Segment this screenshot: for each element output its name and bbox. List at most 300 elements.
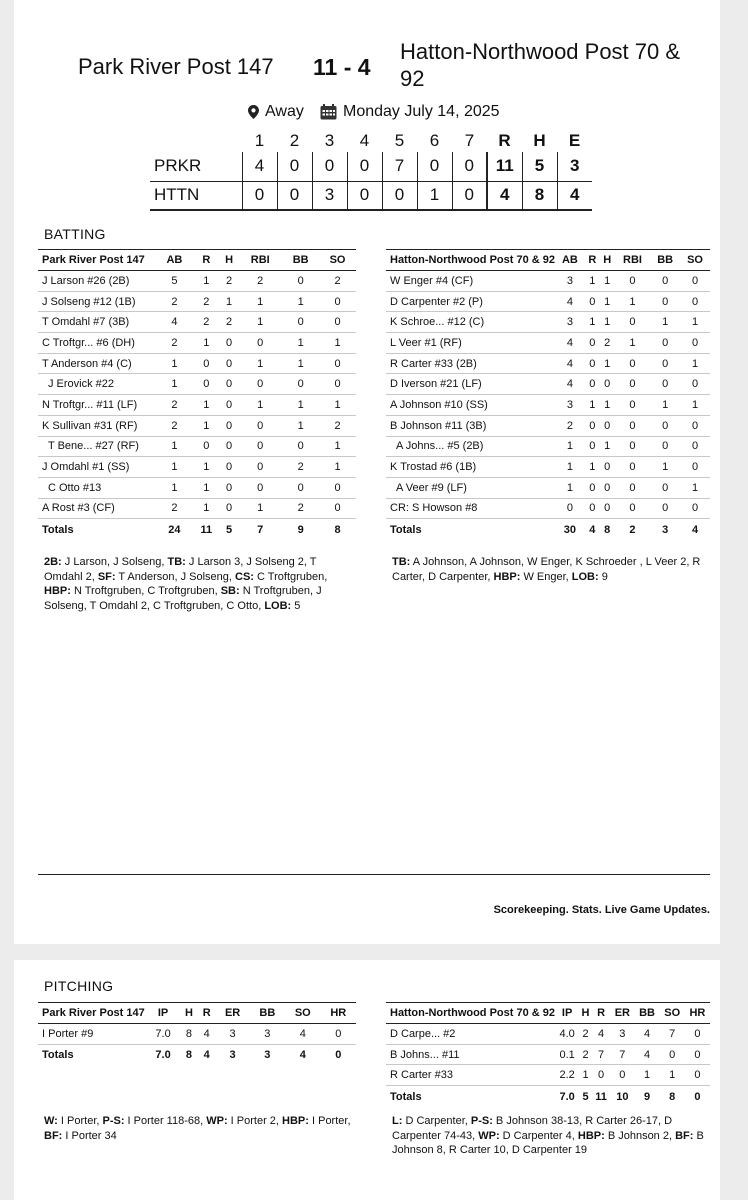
location-pin-icon <box>248 105 259 119</box>
stat-value: 0 <box>680 333 710 354</box>
stat-value: 0 <box>585 291 600 312</box>
player-name: K Trostad #6 (1B) <box>386 457 555 478</box>
stat-value: 0 <box>650 374 680 395</box>
stat-value: 0 <box>615 415 651 436</box>
stat-value: 1 <box>600 353 615 374</box>
player-name: I Porter #9 <box>38 1024 146 1045</box>
stat-value: 3 <box>555 395 585 416</box>
note-label: HBP: <box>577 1129 605 1142</box>
stat-value: 0 <box>615 395 651 416</box>
stat-value: 7 <box>592 1044 610 1065</box>
stat-value: 4.0 <box>555 1024 579 1045</box>
stat-value: 1 <box>650 312 680 333</box>
stat-value: 0 <box>592 1065 610 1086</box>
date-label: Monday July 14, 2025 <box>343 103 500 120</box>
player-row <box>38 457 356 478</box>
player-row <box>38 291 356 312</box>
inning-score: 0 <box>382 181 417 210</box>
stat-value: 2 <box>156 498 193 519</box>
batting-section-title: BATTING <box>44 226 106 242</box>
stat-value: 1 <box>282 415 319 436</box>
stat-value: 0 <box>282 436 319 457</box>
totals-row <box>38 519 356 541</box>
home-team-name: Park River Post 147 <box>78 54 274 79</box>
stat-value: 5 <box>582 1090 589 1103</box>
player-row <box>38 395 356 416</box>
player-name: T Bene... #27 (RF) <box>38 436 156 457</box>
inning-score: 7 <box>382 152 417 181</box>
stat-value: 1 <box>238 312 282 333</box>
stat-value: 1 <box>319 395 356 416</box>
note-text: I Porter 118-68, <box>124 1115 207 1127</box>
stat-value: 0 <box>220 498 238 519</box>
stat-value: 0 <box>650 291 680 312</box>
player-name: L Veer #1 (RF) <box>386 333 555 354</box>
stat-value: 1 <box>193 477 220 498</box>
stat-value: 7.0 <box>146 1024 180 1045</box>
total-hits: 8 <box>522 181 557 210</box>
pitching-notes-home <box>44 1114 354 1143</box>
player-name: D Carpe... #2 <box>386 1024 555 1045</box>
stat-value: 1 <box>238 395 282 416</box>
stat-value: 1 <box>615 291 651 312</box>
note-text: A Johnson, A Johnson, W Enger, K Schroeder , L Veer 2, R Carter, D Carpenter, <box>392 556 701 583</box>
team-abbr: PRKR <box>150 152 242 181</box>
stat-value: 1 <box>585 457 600 478</box>
stat-value: 0 <box>615 457 651 478</box>
stat-value: 8 <box>180 1024 198 1045</box>
stat-value: 1 <box>238 353 282 374</box>
stat-value: 0 <box>680 271 710 292</box>
totals-row <box>386 1086 710 1108</box>
inning-score: 0 <box>312 152 347 181</box>
stat-value: 0 <box>680 291 710 312</box>
stat-value: 2 <box>193 291 220 312</box>
stat-value: 1 <box>156 457 193 478</box>
inning-score: 4 <box>242 152 277 181</box>
note-label: SB: <box>220 585 240 597</box>
player-name: B Johns... #11 <box>386 1044 555 1065</box>
stat-value: 11 <box>595 1090 607 1103</box>
stat-value: 0 <box>193 374 220 395</box>
stat-value: 0 <box>600 498 615 519</box>
stat-value: 3 <box>662 524 669 536</box>
note-label: BF: <box>675 1129 694 1142</box>
stat-value: 3 <box>250 1024 285 1045</box>
stat-value: 4 <box>555 374 585 395</box>
stat-value: 0 <box>319 498 356 519</box>
inning-score: 0 <box>347 152 382 181</box>
hits-header: H <box>533 131 546 150</box>
stat-column-header: H <box>579 1003 592 1024</box>
team-column-header: Hatton-Northwood Post 70 & 92 <box>386 250 555 271</box>
note-text: I Porter, <box>308 1115 351 1127</box>
stat-value: 2 <box>319 415 356 436</box>
stat-column-header: IP <box>555 1003 579 1024</box>
stat-column-header: HR <box>685 1003 710 1024</box>
note-label: HBP: <box>493 570 521 583</box>
inning-score: 0 <box>277 152 312 181</box>
errors-header: E <box>568 131 581 150</box>
stat-value: 2 <box>220 271 238 292</box>
stat-value: 1 <box>579 1065 592 1086</box>
game-date <box>320 103 500 121</box>
note-text: I Porter, <box>57 1115 103 1127</box>
stat-value: 2 <box>555 415 585 436</box>
player-name: CR: S Howson #8 <box>386 498 555 519</box>
stat-value: 0 <box>685 1024 710 1045</box>
stat-value: 4 <box>555 291 585 312</box>
stat-value: 3 <box>264 1049 271 1062</box>
stat-value: 24 <box>168 524 181 536</box>
player-name: T Anderson #4 (C) <box>38 353 156 374</box>
player-row <box>386 271 710 292</box>
stat-column-header: AB <box>156 250 193 271</box>
stat-value: 4 <box>285 1024 320 1045</box>
player-row <box>386 436 710 457</box>
note-text: B Johnson 38-13, R Carter 26-17, D Carpenter 74-43, <box>392 1115 673 1142</box>
linescore-row-away <box>150 181 592 210</box>
stat-value: 0 <box>585 498 600 519</box>
stat-value: 0 <box>615 498 651 519</box>
stat-value: 1 <box>282 395 319 416</box>
note-text: T Anderson, J Solseng, <box>115 570 235 583</box>
stat-value: 0 <box>319 374 356 395</box>
stat-value: 1 <box>634 1065 659 1086</box>
stat-value: 0 <box>585 353 600 374</box>
stat-value: 0 <box>650 353 680 374</box>
inning-header: 1 <box>254 131 265 150</box>
away-team-name: Hatton-Northwood Post 70 & 92 <box>400 39 681 91</box>
stat-value: 4 <box>555 333 585 354</box>
player-row <box>38 374 356 395</box>
inning-header: 4 <box>359 131 370 150</box>
stat-value: 1 <box>600 291 615 312</box>
stat-value: 10 <box>616 1090 629 1103</box>
stat-value: 1 <box>156 477 193 498</box>
note-text: B Johnson 8, R Carter 10, D Carpenter 19 <box>392 1129 704 1156</box>
stat-value: 0 <box>238 374 282 395</box>
stat-value: 1 <box>319 436 356 457</box>
stat-column-header: SO <box>285 1003 320 1024</box>
stat-value: 0 <box>282 312 319 333</box>
stat-value: 2 <box>319 271 356 292</box>
stat-column-header: SO <box>680 250 710 271</box>
stat-value: 4 <box>198 1024 216 1045</box>
totals-row <box>386 519 710 541</box>
stat-value: 1 <box>193 498 220 519</box>
stat-value: 0 <box>680 374 710 395</box>
team-column-header: Hatton-Northwood Post 70 & 92 <box>386 1003 555 1024</box>
totals-row <box>38 1044 356 1066</box>
stat-value: 1 <box>193 457 220 478</box>
stat-value: 0 <box>600 477 615 498</box>
stat-value: 1 <box>600 436 615 457</box>
stat-value: 0 <box>685 1044 710 1065</box>
stat-value: 2 <box>282 457 319 478</box>
inning-score: 1 <box>417 181 452 210</box>
note-text: D Carpenter, <box>402 1115 471 1127</box>
calendar-icon <box>320 104 337 120</box>
stat-column-header: R <box>585 250 600 271</box>
note-label: P-S: <box>470 1115 493 1127</box>
stat-value: 0 <box>615 312 651 333</box>
stat-value: 1 <box>193 415 220 436</box>
stat-value: 0 <box>650 477 680 498</box>
stat-value: 1 <box>680 353 710 374</box>
stat-value: 9 <box>643 1090 651 1103</box>
stat-value: 1 <box>156 353 193 374</box>
inning-header: 5 <box>394 131 405 150</box>
stat-value: 3 <box>555 312 585 333</box>
player-row <box>38 436 356 457</box>
stat-value: 1 <box>555 436 585 457</box>
stat-value: 11 <box>200 524 213 536</box>
player-row <box>386 498 710 519</box>
player-name: J Solseng #12 (1B) <box>38 291 156 312</box>
stat-value: 1 <box>319 457 356 478</box>
player-name: B Johnson #11 (3B) <box>386 415 555 436</box>
stat-value: 1 <box>238 291 282 312</box>
note-text: I Porter 2, <box>227 1115 283 1127</box>
stat-value: 1 <box>680 477 710 498</box>
note-label: WP: <box>206 1115 228 1127</box>
inning-header: 2 <box>289 131 300 150</box>
player-name: D Carpenter #2 (P) <box>386 291 555 312</box>
note-label: W: <box>44 1115 58 1127</box>
player-name: W Enger #4 (CF) <box>386 271 555 292</box>
inning-score: 0 <box>347 181 382 210</box>
stat-value: 0 <box>615 477 651 498</box>
stat-value: 0 <box>220 457 238 478</box>
note-text: 5 <box>291 599 301 612</box>
note-label: LOB: <box>264 599 292 612</box>
batting-notes-home <box>44 555 344 613</box>
stat-value: 2 <box>282 498 319 519</box>
stat-value: 0 <box>680 415 710 436</box>
stat-value: 0 <box>555 498 585 519</box>
stat-value: 30 <box>563 524 577 536</box>
note-text: N Troftgruben, J Solseng, T Omdahl 2, C Troftgruben, C Otto, <box>44 585 322 612</box>
stat-value: 0 <box>238 457 282 478</box>
stat-value: 0 <box>650 436 680 457</box>
inning-header: 3 <box>324 131 335 150</box>
stat-value: 2 <box>600 333 615 354</box>
stat-value: 0 <box>238 333 282 354</box>
inning-score: 3 <box>312 181 347 210</box>
stat-value: 4 <box>555 353 585 374</box>
player-row <box>386 333 710 354</box>
stat-value: 0 <box>600 374 615 395</box>
stat-value: 1 <box>555 477 585 498</box>
note-label: TB: <box>167 556 186 568</box>
note-label: SF: <box>97 570 116 583</box>
stat-value: 0 <box>615 374 651 395</box>
stat-value: 0 <box>193 436 220 457</box>
stat-value: 1 <box>600 271 615 292</box>
stat-value: 4 <box>592 1024 610 1045</box>
stat-column-header: SO <box>319 250 356 271</box>
stat-value: 8 <box>185 1049 193 1062</box>
stat-value: 0 <box>238 415 282 436</box>
total-runs: 11 <box>487 152 522 181</box>
stat-value: 1 <box>156 374 193 395</box>
stat-column-header: SO <box>660 1003 685 1024</box>
stat-value: 1 <box>650 395 680 416</box>
inning-score: 0 <box>452 152 487 181</box>
inning-score: 0 <box>277 181 312 210</box>
stat-value: 0 <box>335 1049 342 1062</box>
stat-value: 0 <box>319 291 356 312</box>
stat-value: 0 <box>650 333 680 354</box>
stat-value: 2 <box>629 524 636 536</box>
stat-value: 0 <box>680 498 710 519</box>
final-score: 11 - 4 <box>313 54 371 80</box>
batting-table-away <box>386 249 710 541</box>
stat-value: 7 <box>610 1044 634 1065</box>
stat-value: 1 <box>282 333 319 354</box>
stat-column-header: RBI <box>615 250 651 271</box>
stat-value: 1 <box>650 457 680 478</box>
stat-column-header: H <box>220 250 238 271</box>
stat-value: 0 <box>585 374 600 395</box>
stat-value: 1 <box>585 395 600 416</box>
player-name: K Schroe... #12 (C) <box>386 312 555 333</box>
note-text: N Troftgruben, C Troftgruben, <box>70 585 221 597</box>
stat-value: 0 <box>220 333 238 354</box>
stat-column-header: IP <box>146 1003 180 1024</box>
stat-value: 4 <box>634 1044 659 1065</box>
stat-column-header: BB <box>634 1003 659 1024</box>
stat-value: 0 <box>319 312 356 333</box>
footer-tagline: Scorekeeping. Stats. Live Game Updates. <box>493 904 710 916</box>
note-text: D Carpenter 4, <box>499 1129 578 1142</box>
player-row <box>386 477 710 498</box>
divider <box>38 874 710 875</box>
player-name: J Omdahl #1 (SS) <box>38 457 156 478</box>
stat-value: 1 <box>600 395 615 416</box>
stat-value: 1 <box>680 312 710 333</box>
stat-column-header: BB <box>282 250 319 271</box>
inning-header: 7 <box>464 131 475 150</box>
stat-value: 0 <box>238 477 282 498</box>
stat-value: 1 <box>680 395 710 416</box>
stat-value: 0 <box>319 477 356 498</box>
stat-value: 8 <box>604 524 611 536</box>
stat-value: 0.1 <box>555 1044 579 1065</box>
stat-value: 0 <box>220 436 238 457</box>
player-row <box>386 1065 710 1086</box>
player-row <box>38 1024 356 1045</box>
player-name: A Rost #3 (CF) <box>38 498 156 519</box>
player-row <box>386 1024 710 1045</box>
stat-value: 0 <box>585 333 600 354</box>
stat-value: 0 <box>585 436 600 457</box>
player-row <box>386 291 710 312</box>
linescore-table <box>150 130 592 211</box>
stat-value: 9 <box>297 524 304 536</box>
player-row <box>386 374 710 395</box>
stat-value: 0 <box>600 415 615 436</box>
stat-value: 2 <box>156 415 193 436</box>
note-text: I Porter 34 <box>62 1129 117 1142</box>
stat-value: 0 <box>238 436 282 457</box>
stat-value: 1 <box>220 291 238 312</box>
stat-value: 2 <box>220 312 238 333</box>
player-row <box>38 353 356 374</box>
note-label: HBP: <box>44 585 71 597</box>
stat-value: 0 <box>220 353 238 374</box>
stat-value: 2 <box>156 291 193 312</box>
stat-value: 0 <box>585 415 600 436</box>
player-row <box>386 312 710 333</box>
player-name: J Larson #26 (2B) <box>38 271 156 292</box>
note-label: TB: <box>392 556 411 568</box>
player-row <box>386 395 710 416</box>
stat-value: 1 <box>615 333 651 354</box>
stat-value: 0 <box>650 271 680 292</box>
player-name: C Troftgr... #6 (DH) <box>38 333 156 354</box>
stat-value: 4 <box>589 524 596 536</box>
player-row <box>386 457 710 478</box>
player-name: R Carter #33 (2B) <box>386 353 555 374</box>
player-name: N Troftgr... #11 (LF) <box>38 395 156 416</box>
player-row <box>38 415 356 436</box>
stat-column-header: R <box>592 1003 610 1024</box>
stat-value: 1 <box>660 1065 685 1086</box>
stat-column-header: R <box>193 250 220 271</box>
team-abbr: HTTN <box>150 181 242 210</box>
player-row <box>386 415 710 436</box>
player-row <box>386 1044 710 1065</box>
stat-value: 0 <box>282 477 319 498</box>
note-text: 9 <box>598 570 608 583</box>
player-row <box>38 271 356 292</box>
note-label: WP: <box>478 1129 500 1142</box>
player-name: A Johns... #5 (2B) <box>386 436 555 457</box>
note-text: J Larson 3, J Solseng 2, T Omdahl 2, <box>44 556 317 583</box>
stat-column-header: RBI <box>238 250 282 271</box>
stat-value: 3 <box>229 1049 236 1062</box>
stat-value: 4 <box>156 312 193 333</box>
stat-value: 1 <box>585 271 600 292</box>
stat-value: 0 <box>220 374 238 395</box>
player-name: T Omdahl #7 (3B) <box>38 312 156 333</box>
stat-value: 7 <box>257 524 264 536</box>
pitching-card <box>14 960 720 1200</box>
batting-notes-away <box>392 555 702 584</box>
pitching-section-title: PITCHING <box>44 978 114 994</box>
total-errors: 3 <box>557 152 592 181</box>
stat-value: 1 <box>600 312 615 333</box>
stat-value: 4 <box>691 524 699 536</box>
stat-value: 1 <box>282 353 319 374</box>
note-text: C Troftgruben, <box>253 570 328 583</box>
note-label: CS: <box>235 570 254 583</box>
note-label: BF: <box>44 1129 63 1142</box>
stat-column-header: H <box>180 1003 198 1024</box>
stat-value: 0 <box>220 395 238 416</box>
stat-value: 0 <box>282 271 319 292</box>
stat-value: 0 <box>220 415 238 436</box>
player-name: C Otto #13 <box>38 477 156 498</box>
stat-value: 7 <box>660 1024 685 1045</box>
note-label: LOB: <box>571 570 599 583</box>
pitching-notes-away <box>392 1114 704 1158</box>
location-label: Away <box>265 103 304 120</box>
stat-value: 0 <box>615 436 651 457</box>
stat-column-header: AB <box>555 250 585 271</box>
